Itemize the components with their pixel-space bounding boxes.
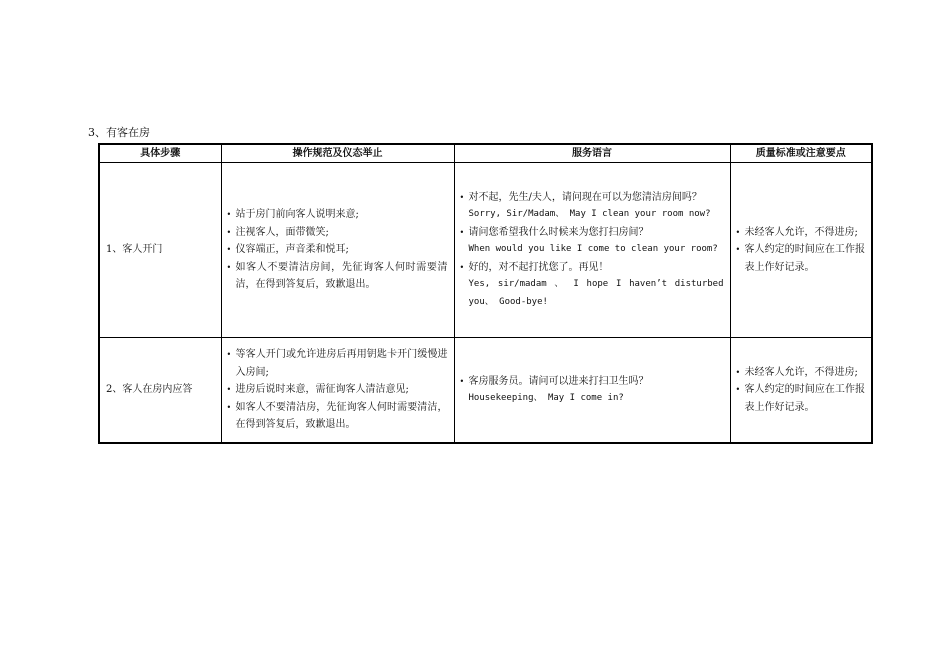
procedure-cell: [221, 163, 454, 338]
quality-standard-cell: [730, 338, 872, 444]
step-cell: 1、客人开门: [99, 163, 221, 338]
phrase-english: Sorry, Sir/Madam、 May I clean your room now?: [468, 209, 711, 220]
procedure-table: [98, 143, 873, 444]
phrase-english: Yes, sir/madam 、 I hope I haven’t disturbed you、 Good-bye!: [468, 279, 724, 307]
header-step: 具体步骤: [99, 144, 221, 163]
list-item: • 客人约定的时间应在工作报表上作好记录。: [736, 381, 866, 416]
section-title: 3、有客在房: [88, 126, 150, 139]
list-item: • 客人约定的时间应在工作报表上作好记录。: [736, 241, 866, 276]
phrase-chinese: • 请问您希望我什么时候来为您打扫房间？: [468, 226, 649, 238]
phrase-item: [460, 259, 724, 312]
list-item: • 站于房门前向客人说明来意;: [227, 206, 448, 224]
phrase-item: [460, 224, 724, 259]
list-item: • 未经客人允许，不得进房;: [736, 224, 866, 242]
header-procedure: 操作规范及仪态举止: [221, 144, 454, 163]
list-item: • 如客人不要清洁房间，先征询客人何时需要清洁，在得到答复后，致歉退出。: [227, 259, 448, 294]
phrase-chinese: • 客房服务员。请问可以进来打扫卫生吗？: [468, 375, 649, 387]
step-cell: 2、客人在房内应答: [99, 338, 221, 444]
list-item: • 注视客人，面带微笑;: [227, 224, 448, 242]
list-item: • 等客人开门或允许进房后再用钥匙卡开门缓慢进入房间;: [227, 346, 448, 381]
service-language-cell: [454, 338, 730, 444]
phrase-item: [460, 189, 724, 224]
table-row: [99, 163, 872, 338]
list-item: • 如客人不要清洁房，先征询客人何时需要清洁，在得到答复后，致歉退出。: [227, 399, 448, 434]
list-item: • 进房后说时来意，需征询客人清洁意见;: [227, 381, 448, 399]
header-service-language: 服务语言: [454, 144, 730, 163]
phrase-chinese: • 对不起，先生/夫人，请问现在可以为您清洁房间吗？: [468, 191, 702, 203]
list-item: • 未经客人允许，不得进房;: [736, 364, 866, 382]
phrase-english: When would you like I come to clean your room?: [468, 244, 718, 255]
table-header-row: [99, 144, 872, 163]
phrase-item: [460, 373, 724, 408]
procedure-cell: [221, 338, 454, 444]
header-quality-standard: 质量标准或注意要点: [730, 144, 872, 163]
quality-standard-cell: [730, 163, 872, 338]
table-row: [99, 338, 872, 444]
list-item: • 仪容端正，声音柔和悦耳;: [227, 241, 448, 259]
phrase-english: Housekeeping、 May I come in?: [468, 393, 624, 403]
phrase-chinese: • 好的，对不起打扰您了。再见！: [468, 261, 609, 273]
service-language-cell: [454, 163, 730, 338]
